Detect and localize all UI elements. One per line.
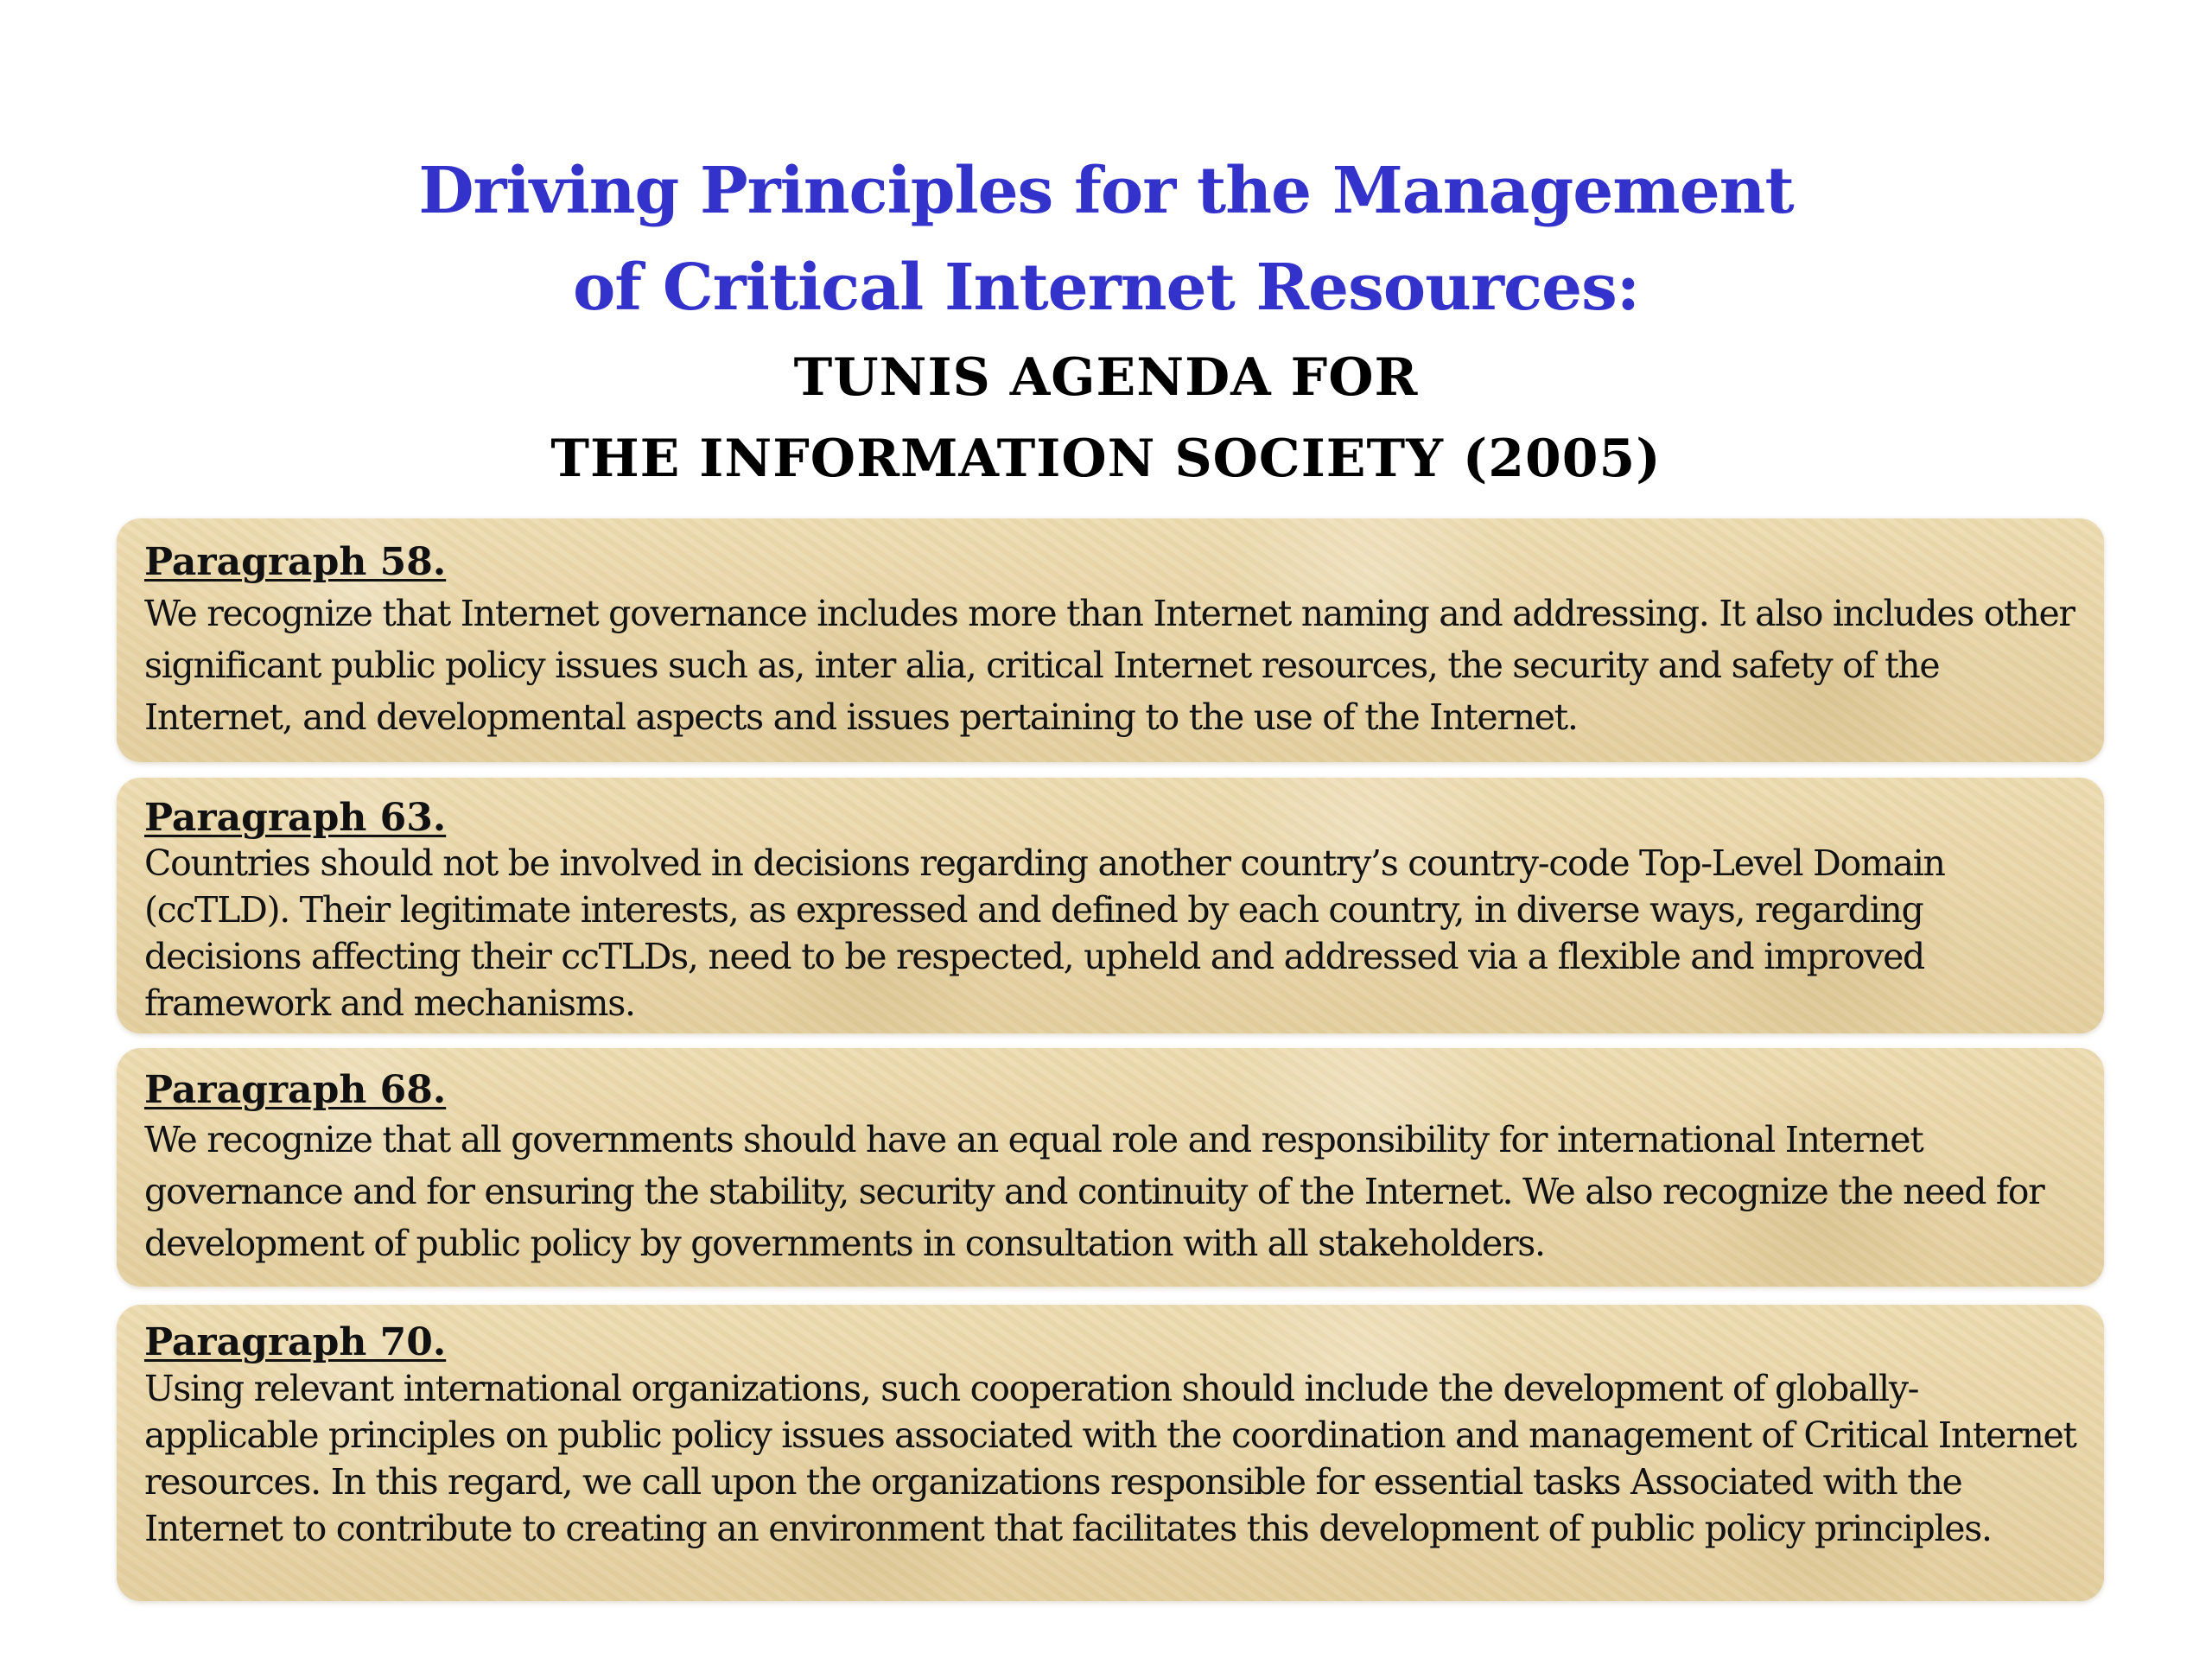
paragraph-68-heading: Paragraph 68. (144, 1068, 447, 1112)
paragraph-68-text: We recognize that all governments should have an equal role and responsibility for international Internet governance and for ensuring the stability, security and continuity of the Internet. We also recognize the need for development of public policy by governments in consultation with all stakeholders. (144, 1119, 2044, 1264)
paragraph-58-text: We recognize that Internet governance includes more than Internet naming and addressing. It also includes other significant public policy issues such as, inter alia, critical Internet resources, the security and safety of the Internet, and developmental aspects and issues pertaining to the use of the Internet. (144, 593, 2075, 738)
subtitle-line-1: TUNIS AGENDA FOR (793, 347, 1419, 408)
title-line-2: of Critical Internet Resources: (572, 251, 1640, 325)
slide-title (0, 143, 2212, 336)
paragraph-70-heading: Paragraph 70. (144, 1320, 447, 1364)
paragraph-58-heading: Paragraph 58. (144, 540, 447, 584)
paragraph-68-panel (117, 1048, 2104, 1287)
paragraph-63-panel (117, 778, 2104, 1033)
paragraph-63-heading: Paragraph 63. (144, 796, 447, 840)
paragraph-70-text: Using relevant international organizations, such cooperation should include the development of globally-applicable principles on public policy issues associated with the coordination and management of Critical Internet resources. In this regard, we call upon the organizations responsible for essential tasks Associated with the Internet to contribute to creating an environment that facilitates this development of public policy principles. (144, 1368, 2076, 1549)
title-line-1: Driving Principles for the Management (418, 154, 1794, 228)
paragraph-63-text: Countries should not be involved in decisions regarding another country’s country-code Top-Level Domain (ccTLD). Their legitimate interests, as expressed and defined by each country, in diverse ways, regarding decisions affecting their ccTLDs, need to be respected, upheld and addressed via a flexible and improved framework and mechanisms. (144, 842, 1945, 1024)
slide-subtitle (0, 337, 2212, 499)
paragraph-58-panel (117, 518, 2104, 762)
subtitle-line-2: THE INFORMATION SOCIETY (2005) (550, 429, 1662, 489)
paragraph-70-panel (117, 1305, 2104, 1601)
